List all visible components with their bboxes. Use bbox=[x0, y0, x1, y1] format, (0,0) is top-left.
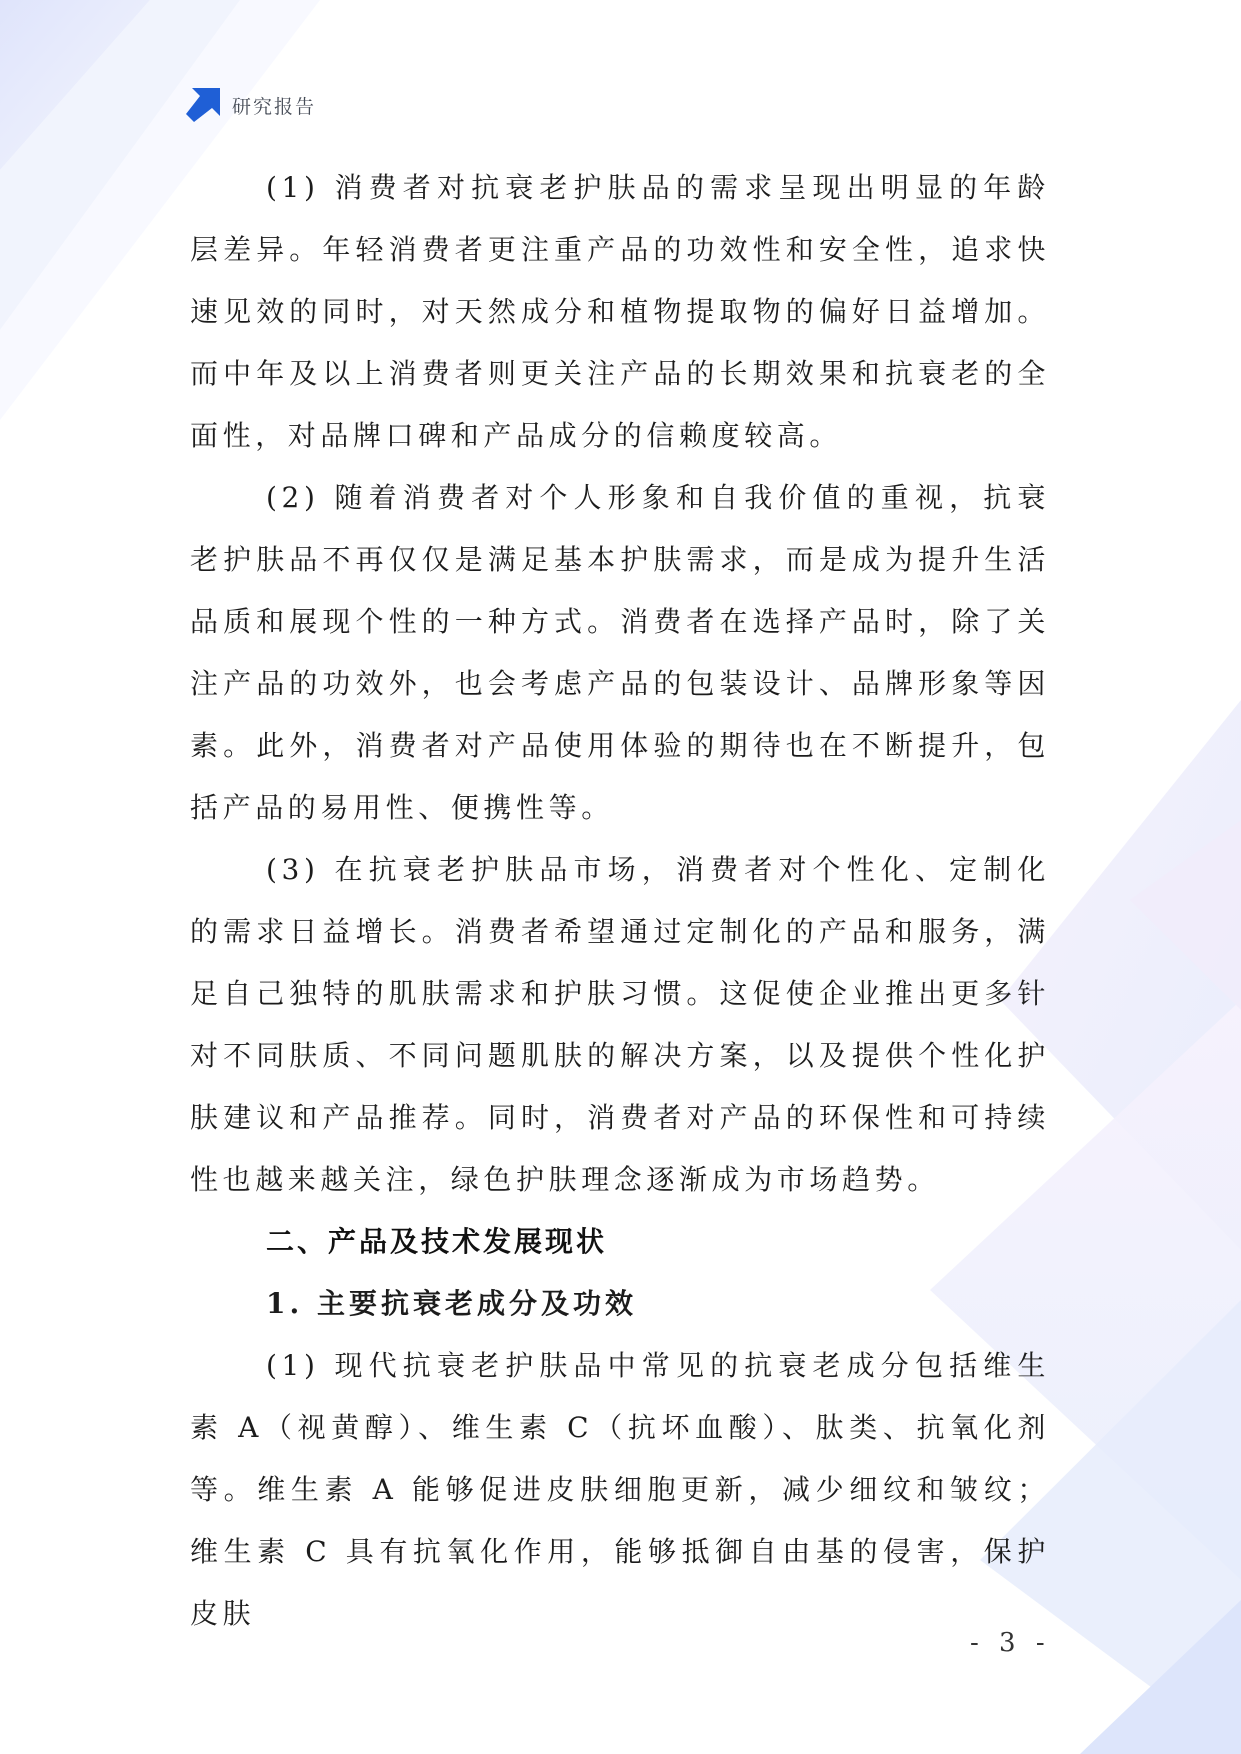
page-number: - 3 - bbox=[970, 1628, 1051, 1658]
section-heading: 二、产品及技术发展现状 bbox=[266, 1225, 608, 1258]
document-body bbox=[190, 157, 1050, 1645]
arrow-up-right-icon bbox=[186, 88, 220, 122]
paragraph-3: (3) 在抗衰老护肤品市场，消费者对个性化、定制化的需求日益增长。消费者希望通过定制化的产品和服务，满足自己独特的肌肤需求和护肤习惯。这促使企业推出更多针对不同肤质、不同问题肌肤的解决方案，以及提供个性化护肤建议和产品推荐。同时，消费者对产品的环保性和可持续性也越来越关注，绿色护肤理念逐渐成为市场趋势。 bbox=[190, 853, 1050, 1196]
header-title: 研究报告 bbox=[232, 95, 317, 118]
subsection-heading: 1. 主要抗衰老成分及功效 bbox=[266, 1287, 637, 1320]
paragraph-1: (1) 消费者对抗衰老护肤品的需求呈现出明显的年龄层差异。年轻消费者更注重产品的功效性和安全性，追求快速见效的同时，对天然成分和植物提取物的偏好日益增加。而中年及以上消费者则更关注产品的长期效果和抗衰老的全面性，对品牌口碑和产品成分的信赖度较高。 bbox=[190, 171, 1050, 452]
paragraph-4: (1) 现代抗衰老护肤品中常见的抗衰老成分包括维生素 A（视黄醇）、维生素 C（抗坏血酸）、肽类、抗氧化剂等。维生素 A 能够促进皮肤细胞更新，减少细纹和皱纹；维生素 C 具有抗氧化作用，能够抵御自由基的侵害，保护皮肤 bbox=[190, 1349, 1050, 1630]
paragraph-2: (2) 随着消费者对个人形象和自我价值的重视，抗衰老护肤品不再仅仅是满足基本护肤需求，而是成为提升生活品质和展现个性的一种方式。消费者在选择产品时，除了关注产品的功效外，也会考虑产品的包装设计、品牌形象等因素。此外，消费者对产品使用体验的期待也在不断提升，包括产品的易用性、便携性等。 bbox=[190, 481, 1050, 824]
report-header bbox=[186, 88, 316, 122]
